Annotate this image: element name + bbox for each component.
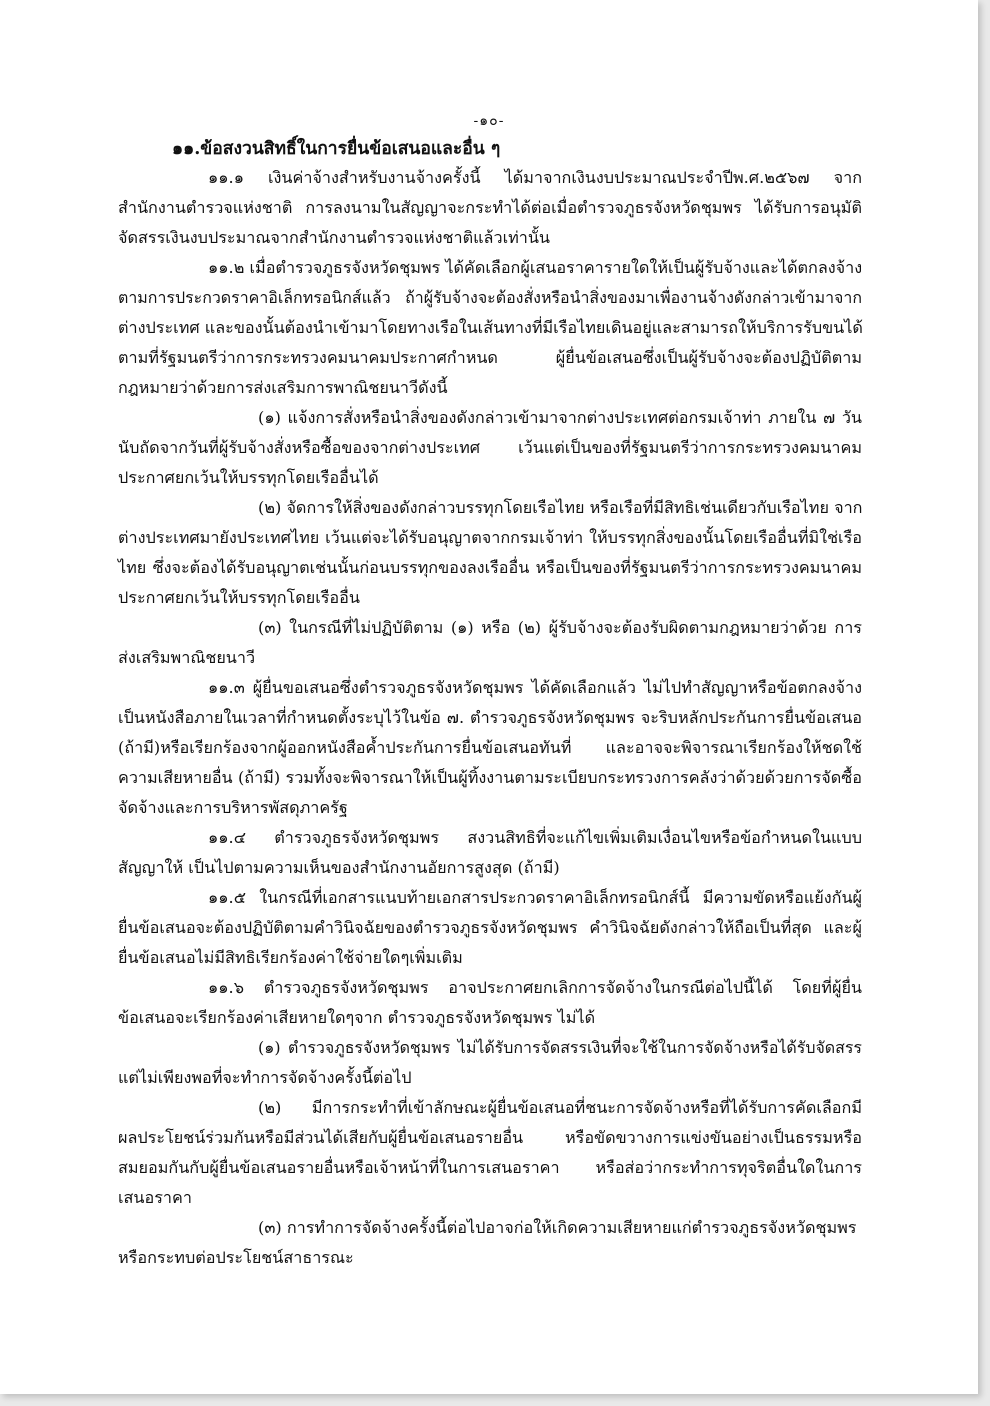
paragraph-line: ประกาศยกเว้นให้บรรทุกโดยเรืออื่น (118, 588, 360, 607)
paragraph-line: ส่งเสริมพาณิชยนาวี (118, 648, 256, 667)
paragraph-line: ต่างประเทศ และของนั้นต้องนำเข้ามาโดยทางเรือในเส้นทางที่มีเรือไทยเดินอยู่และสามารถให้บริการรับขนได้ (118, 318, 863, 337)
paragraph-line: ความเสียหายอื่น (ถ้ามี) รวมทั้งจะพิจารณาให้เป็นผู้ทิ้งงานตามระเบียบกระทรวงการคลังว่าด้วยด้วยการจัดซื้อ (118, 768, 862, 787)
paragraph-line: (๑) ตำรวจภูธรจังหวัดชุมพร ไม่ได้รับการจัดสรรเงินที่จะใช้ในการจัดจ้างหรือได้รับจัดสรร (258, 1038, 862, 1057)
paragraph-line: จัดสรรเงินงบประมาณจากสำนักงานตำรวจแห่งชาติแล้วเท่านั้น (118, 228, 550, 247)
paragraph-line: สำนักงานตำรวจแห่งชาติ การลงนามในสัญญาจะกระทำได้ต่อเมื่อตำรวจภูธรจังหวัดชุมพร ได้รับการอนุมัติ (118, 198, 862, 217)
paragraph-line: ไทย ซึ่งจะต้องได้รับอนุญาตเช่นนั้นก่อนบรรทุกของลงเรืออื่น หรือเป็นของที่รัฐมนตรีว่าการกระทรวงคมนาคม (118, 558, 862, 577)
paragraph-line: (๒) มีการกระทำที่เข้าลักษณะผู้ยื่นข้อเสนอที่ชนะการจัดจ้างหรือที่ได้รับการคัดเลือกมี (258, 1098, 862, 1117)
paragraph-line: เสนอราคา (118, 1188, 192, 1207)
paragraph-line: (ถ้ามี)หรือเรียกร้องจากผู้ออกหนังสือค้ำประกันการยื่นข้อเสนอทันที่ และอาจจะพิจารณาเรียกร้องให้ชดใช้ (118, 738, 862, 757)
paragraph-line: (๒) จัดการให้สิ่งของดังกล่าวบรรทุกโดยเรือไทย หรือเรือที่มีสิทธิเช่นเดียวกับเรือไทย จาก (258, 498, 863, 517)
paragraph-line: ๑๑.๓ ผู้ยื่นขอเสนอซึ่งตำรวจภูธรจังหวัดชุมพร ได้คัดเลือกแล้ว ไม่ไปทำสัญญาหรือข้อตกลงจ้าง (208, 678, 862, 697)
paragraph-line: ข้อเสนอจะเรียกร้องค่าเสียหายใดๆจาก ตำรวจภูธรจังหวัดชุมพร ไม่ได้ (118, 1008, 596, 1027)
paragraph-line: จัดจ้างและการบริหารพัสดุภาครัฐ (118, 798, 348, 817)
paragraph-line: นับถัดจากวันที่ผู้รับจ้างสั่งหรือซื้อของจากต่างประเทศ เว้นแต่เป็นของที่รัฐมนตรีว่าการกระทรวงคมนาคม (118, 438, 862, 457)
paragraph-line: ตามการประกวดราคาอิเล็กทรอนิกส์แล้ว ถ้าผู้รับจ้างจะต้องสั่งหรือนำสิ่งของมาเพื่องานจ้างดังกล่าวเข้ามาจาก (118, 288, 862, 307)
section-heading: ๑๑.ข้อสงวนสิทธิ์ในการยื่นข้อเสนอและอื่น ๆ (172, 139, 501, 159)
paragraph-line: ประกาศยกเว้นให้บรรทุกโดยเรืออื่นได้ (118, 468, 379, 487)
paragraph-line: ต่างประเทศมายังประเทศไทย เว้นแต่จะได้รับอนุญาตจากกรมเจ้าท่า ให้บรรทุกสิ่งของนั้นโดยเรืออื่นที่มิใช่เรือ (118, 528, 862, 547)
paragraph-line: ๑๑.๖ ตำรวจภูธรจังหวัดชุมพร อาจประกาศยกเลิกการจัดจ้างในกรณีต่อไปนี้ได้ โดยที่ผู้ยื่น (208, 978, 862, 997)
paragraph-line: ยื่นข้อเสนอไม่มีสิทธิเรียกร้องค่าใช้จ่ายใดๆเพิ่มเติม (118, 948, 463, 967)
paragraph-line: เป็นหนังสือภายในเวลาที่กำหนดตั้งระบุไว้ในข้อ ๗. ตำรวจภูธรจังหวัดชุมพร จะริบหลักประกันการยื่นข้อเสนอ (118, 708, 862, 727)
paragraph-line: ผลประโยชน์ร่วมกันหรือมีส่วนได้เสียกับผู้ยื่นข้อเสนอรายอื่น หรือขัดขวางการแข่งขันอย่างเป็นธรรมหรือ (118, 1128, 862, 1147)
paragraph-line: (๓) ในกรณีที่ไม่ปฏิบัติตาม (๑) หรือ (๒) ผู้รับจ้างจะต้องรับผิดตามกฎหมายว่าด้วย การ (258, 618, 862, 637)
paragraph-line: ๑๑.๕ ในกรณีที่เอกสารแนบท้ายเอกสารประกวดราคาอิเล็กทรอนิกส์นี้ มีความขัดหรือแย้งกันผู้ (208, 888, 862, 907)
paragraph-line: สมยอมกันกับผู้ยื่นข้อเสนอรายอื่นหรือเจ้าหน้าที่ในการเสนอราคา หรือส่อว่ากระทำการทุจริตอื่นใดในการ (118, 1158, 862, 1177)
paragraph-line: ๑๑.๑ เงินค่าจ้างสำหรับงานจ้างครั้งนี้ ได้มาจากเงินงบประมาณประจำปีพ.ศ.๒๕๖๗ จาก (208, 168, 862, 187)
paragraph-line: หรือกระทบต่อประโยชน์สาธารณะ (118, 1248, 354, 1267)
paragraph-line: ๑๑.๔ ตำรวจภูธรจังหวัดชุมพร สงวนสิทธิที่จะแก้ไขเพิ่มเติมเงื่อนไขหรือข้อกำหนดในแบบ (208, 828, 862, 847)
paragraph-line: แต่ไม่เพียงพอที่จะทำการจัดจ้างครั้งนี้ต่อไป (118, 1068, 412, 1087)
paragraph-line: ๑๑.๒ เมื่อตำรวจภูธรจังหวัดชุมพร ได้คัดเลือกผู้เสนอราคารายใดให้เป็นผู้รับจ้างและได้ตกลงจ้าง (208, 258, 863, 277)
paragraph-line: สัญญาให้ เป็นไปตามความเห็นของสำนักงานอัยการสูงสุด (ถ้ามี) (118, 858, 560, 877)
page-number: -๑๐- (473, 113, 505, 129)
paragraph-line: ยื่นข้อเสนอจะต้องปฏิบัติตามคำวินิจฉัยของตำรวจภูธรจังหวัดชุมพร คำวินิจฉัยดังกล่าวให้ถือเป็นที่สุด และผู้ (118, 918, 862, 937)
paragraph-line: ตามที่รัฐมนตรีว่าการกระทรวงคมนาคมประกาศกำหนด ผู้ยื่นข้อเสนอซึ่งเป็นผู้รับจ้างจะต้องปฏิบัติตาม (118, 348, 862, 367)
paragraph-line: กฎหมายว่าด้วยการส่งเสริมการพาณิชยนาวีดังนี้ (118, 378, 448, 397)
paragraph-line: (๓) การทำการจัดจ้างครั้งนี้ต่อไปอาจก่อให้เกิดความเสียหายแก่ตำรวจภูธรจังหวัดชุมพร (258, 1218, 857, 1237)
paragraph-line: (๑) แจ้งการสั่งหรือนำสิ่งของดังกล่าวเข้ามาจากต่างประเทศต่อกรมเจ้าท่า ภายใน ๗ วัน (258, 408, 862, 427)
